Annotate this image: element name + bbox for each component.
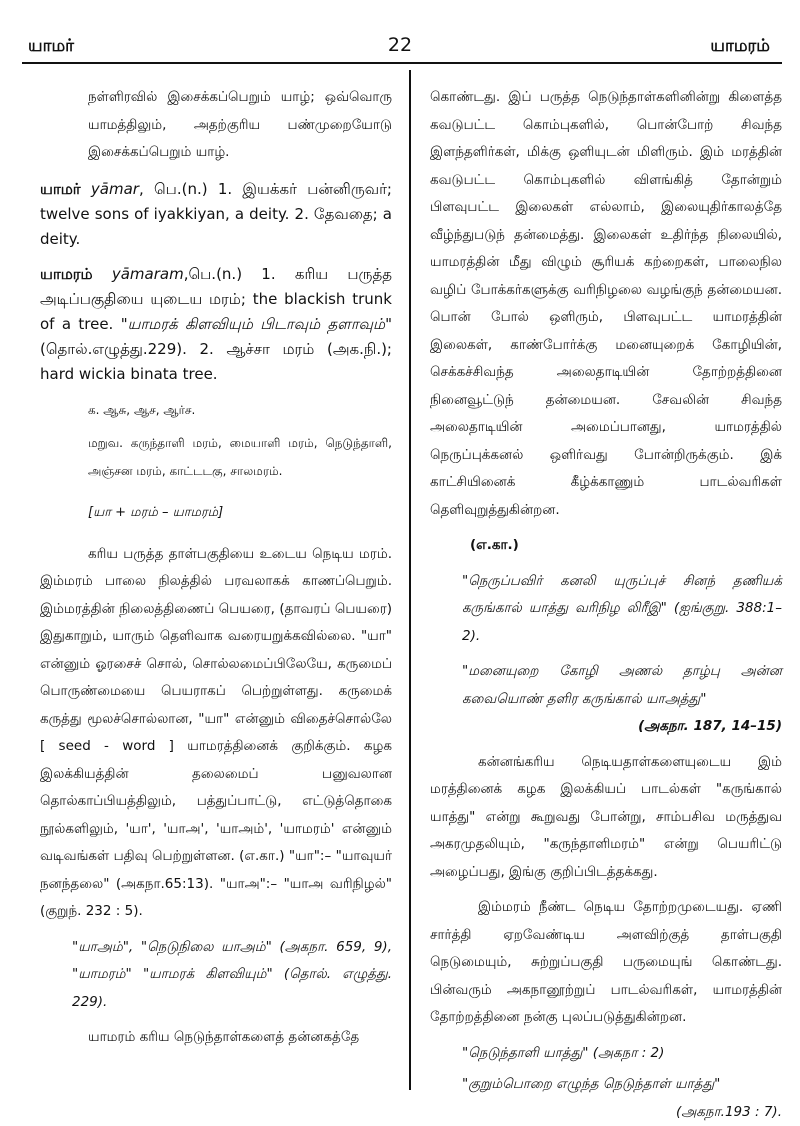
paragraph-body: இம்மரம் நீண்ட நெடிய தோற்றமுடையது. ஏணி சார்த்தி ஏறவேண்டிய அளவிற்குத் தாள்பகுதி நெடுமையும், சுற்றுப்பகுதி பருமையுங் கொண்டது. பின்வரும் அகநானூற்றுப் பாடல்வரிகள், யாமரத்தின் தோற்றத்தினை நன்கு புலப்படுத்துகின்றன. — [430, 894, 782, 1032]
dictionary-entry-yamar — [40, 177, 392, 252]
paragraph-body: கரிய பருத்த தாள்பகுதியை உடைய நெடிய மரம். இம்மரம் பாலை நிலத்தில் பரவலாகக் காணப்பெறும். இம்மரத்தின் நிலைத்திணைப் பெயரை, (தாவரப் பெயரை) இதுகாறும், யாரும் தெளிவாக வரையறுக்கவில்லை. "யா" என்னும் ஓரசைச் சொல், சொல்லமைப்பிலேயே, கருமைப் பொருண்மையை பெயராகப் பெற்றுள்ளது. கருமைக் கருத்து மூலச்சொல்லான, "யா" என்னும் விதைச்சொல்லே [ seed - word ] யாமரத்தினைக் குறிக்கும். கழக இலக்கியத்தின் தலைமைப் பனுவலான தொல்காப்பியத்திலும், பத்துப்பாட்டு, எட்டுத்தொகை நூல்களிலும், 'யா', 'யாஅ', 'யாஅம்', 'யாமரம்' என்னும் வடிவங்கள் பதிவு பெற்றுள்ளன. (எ.கா.) "யா":– "யாவுயர் நனந்தலை" (அகநா.65:13). "யாஅ":– "யாஅ வரிநிழல்" (குறுந். 232 : 5). — [40, 541, 392, 926]
citation-quote: "மனையுறை கோழி அணல் தாழ்பு அன்ன கவையொண் தளிர கருங்கால் யாஅத்து" — [430, 658, 782, 713]
headword: யாமரம் — [40, 265, 93, 283]
synonyms: மறுவ. கருந்தாளி மரம், மையாளி மரம், நெடுந்தாளி, அஞ்சன மரம், காட்டடகு, சாலமரம். — [40, 430, 392, 485]
etymology: [யா + மரம் – யாமரம்] — [40, 499, 392, 527]
paragraph-continuation: நள்ளிரவில் இசைக்கப்பெறும் யாழ்; ஒவ்வொரு யாமத்திலும், அதற்குரிய பண்முறையோடு இசைக்கப்பெறும் யாழ். — [40, 84, 392, 167]
cognates: க. ஆசு, ஆச, ஆர்ச. — [40, 397, 392, 425]
citation-quote: "நெருப்பவிர் கனலி யுருப்புச் சினந் தணியக் கருங்கால் யாத்து வரிநிழ லிரீஇ" (ஐங்குறு. 388:1–2). — [430, 568, 782, 651]
header-rule — [22, 62, 782, 64]
entry-quote: "யாமரக் கிளவியும் பிடாவும் தளாவும்" — [121, 315, 392, 333]
page-number: 22 — [0, 34, 800, 56]
citation-source: (அகநா. 187, 14–15) — [430, 713, 782, 741]
example-label: (எ.கா.) — [430, 532, 782, 560]
entry-definition-cont: (தொல்.எழுத்து.229). 2. ஆச்சா மரம் (அக.நி.); hard wickia binata tree. — [40, 340, 392, 383]
entry-definition: , பெ.(n.) 1. இயக்கர் பன்னிருவர்; twelve sons of iyakkiyan, a deity. 2. தேவதை; a deity. — [40, 180, 392, 248]
citation-quote: "நெடுந்தாளி யாத்து" (அகநா : 2) — [430, 1040, 782, 1068]
left-column — [40, 84, 392, 1060]
column-divider — [409, 70, 411, 1090]
transliteration: yāmaram — [112, 265, 184, 283]
running-head-right: யாமரம் — [710, 36, 770, 58]
running-head-left: யாமர் — [28, 36, 74, 58]
paragraph-body: கொண்டது. இப் பருத்த நெடுந்தாள்களினின்று கிளைத்த கவடுபட்ட கொம்புகளில், பொன்போற் சிவந்த இளந்தளிர்கள், மிக்கு ஒளியுடன் மிளிரும். இம் மரத்தின் கவடுபட்ட கொம்புகளில் விளங்கித் தோன்றும் பிளவுபட்ட இலைகள் எல்லாம், இலையுதிர்காலத்தே வீழ்ந்துபடுந் தன்மைத்து. இலைகள் உதிர்ந்த நிலையில், யாமரத்தின் மீது விழும் சூரியக் கற்றைகள், பாலைநில வழிப் போக்கர்களுக்கு வரிநிழலை வழங்குந் தன்மையன. பொன் போல் ஒளிரும், பிளவுபட்ட யாமரத்தின் இலைகள், காண்போர்க்கு மனையுறைக் கோழியின், செக்கச்சிவந்த அலைதாடியின் தோற்றத்தினை நினைவூட்டுந் தன்மையன. சேவலின் சிவந்த அலைதாடியின் அமைப்பானது, யாமரத்தில் நெருப்புக்கனல் ஒளிர்வது போன்றிருக்கும். இக் காட்சியினைக் கீழ்க்காணும் பாடல்வரிகள் தெளிவுறுத்துகின்றன. — [430, 84, 782, 524]
citation-quote: "குறும்பொறை எழுந்த நெடுந்தாள் யாத்து" — [430, 1071, 782, 1099]
entry-definition: ,பெ.(n.) 1. கரிய பருத்த அடிப்பகுதியை யுடைய மரம்; the blackish trunk of a tree. — [40, 265, 392, 333]
citation-block: "யாஅம்", "நெடுநிலை யாஅம்" (அகநா. 659, 9), "யாமரம்" "யாமரக் கிளவியும்" (தொல். எழுத்து. 229). — [40, 934, 392, 1017]
citation-source: (அகநா.193 : 7). — [430, 1099, 782, 1126]
dictionary-entry-yamaram — [40, 262, 392, 387]
paragraph-body: யாமரம் கரிய நெடுந்தாள்களைத் தன்னகத்தே — [40, 1024, 392, 1052]
paragraph-body: கன்னங்கரிய நெடியதாள்களையுடைய இம் மரத்தினைக் கழக இலக்கியப் பாடல்கள் "கருங்கால் யாத்து" என்று கூறுவது போன்று, சாம்பசிவ மருத்துவ அகரமுதலியும், "கருந்தாளிமரம்" என்று பெயரிட்டு அழைப்பது, இங்கு குறிப்பிடத்தக்கது. — [430, 749, 782, 887]
right-column — [430, 84, 782, 1126]
transliteration: yāmar — [91, 180, 139, 198]
headword: யாமர் — [40, 180, 81, 198]
